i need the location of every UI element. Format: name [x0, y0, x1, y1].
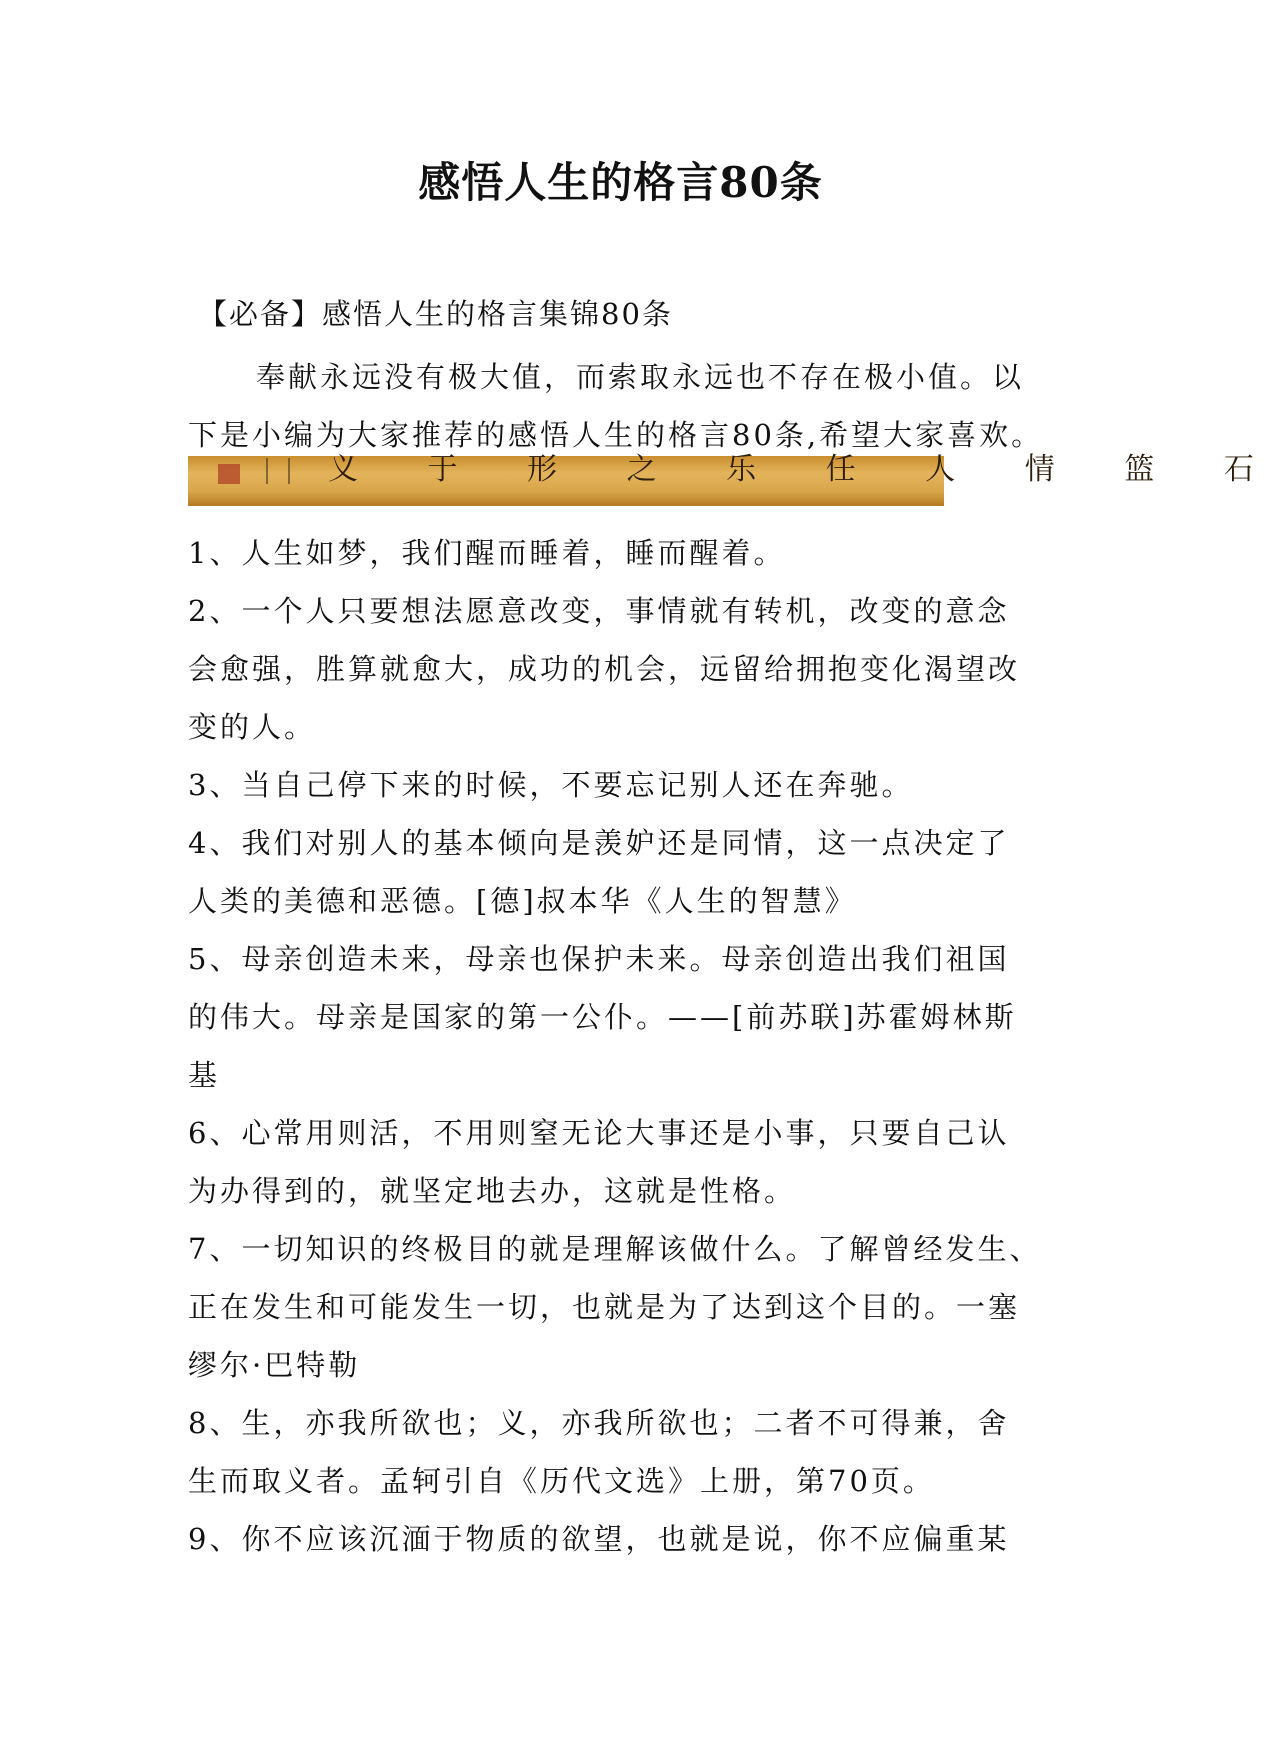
intro-line: 下是小编为大家推荐的感悟人生的格言80条,希望大家喜欢。 [188, 418, 1044, 452]
maxim-line: 7、一切知识的终极目的就是理解该做什么。了解曾经发生、 [188, 1232, 1042, 1266]
maxim-line: 缪尔·巴特勒 [188, 1348, 361, 1382]
banner-divider [266, 458, 268, 484]
maxim-list [188, 524, 1068, 1568]
seal-stamp [218, 464, 240, 484]
intro-line: 奉献永远没有极大值，而索取永远也不存在极小值。以 [256, 360, 1025, 394]
document-title: 感悟人生的格言80条 [418, 158, 823, 207]
calligraphy-banner-image [188, 452, 1284, 506]
maxim-line: 2、一个人只要想法愿意改变，事情就有转机，改变的意念 [188, 594, 1010, 628]
maxim-line: 的伟大。母亲是国家的第一公仆。——[前苏联]苏霍姆林斯 [188, 1000, 1017, 1034]
maxim-line: 为办得到的，就坚定地去办，这就是性格。 [188, 1174, 797, 1208]
maxim-line: 8、生，亦我所欲也；义，亦我所欲也；二者不可得兼，舍 [188, 1406, 1010, 1440]
banner-divider [288, 458, 290, 484]
maxim-line: 基 [188, 1058, 221, 1092]
maxim-line: 6、心常用则活，不用则窒无论大事还是小事，只要自己认 [188, 1116, 1010, 1150]
maxim-line: 人类的美德和恶德。[德]叔本华《人生的智慧》 [188, 884, 857, 918]
calligraphy-text: 义 于 形 之 乐 任 人 情 篮 石 [328, 452, 1284, 487]
maxim-line: 5、母亲创造未来，母亲也保护未来。母亲创造出我们祖国 [188, 942, 1010, 976]
maxim-line: 4、我们对别人的基本倾向是羡妒还是同情，这一点决定了 [188, 826, 1010, 860]
maxim-line: 1、人生如梦，我们醒而睡着，睡而醒着。 [188, 536, 786, 570]
maxim-line: 生而取义者。孟轲引自《历代文选》上册，第70页。 [188, 1464, 935, 1498]
maxim-line: 正在发生和可能发生一切，也就是为了达到这个目的。一塞 [188, 1290, 1021, 1324]
maxim-line: 9、你不应该沉湎于物质的欲望，也就是说，你不应偏重某 [188, 1522, 1010, 1556]
maxim-line: 变的人。 [188, 710, 317, 744]
maxim-line: 3、当自己停下来的时候，不要忘记别人还在奔驰。 [188, 768, 914, 802]
maxim-line: 会愈强，胜算就愈大，成功的机会，远留给拥抱变化渴望改 [188, 652, 1021, 686]
section-heading: 【必备】感悟人生的格言集锦80条 [198, 297, 673, 331]
